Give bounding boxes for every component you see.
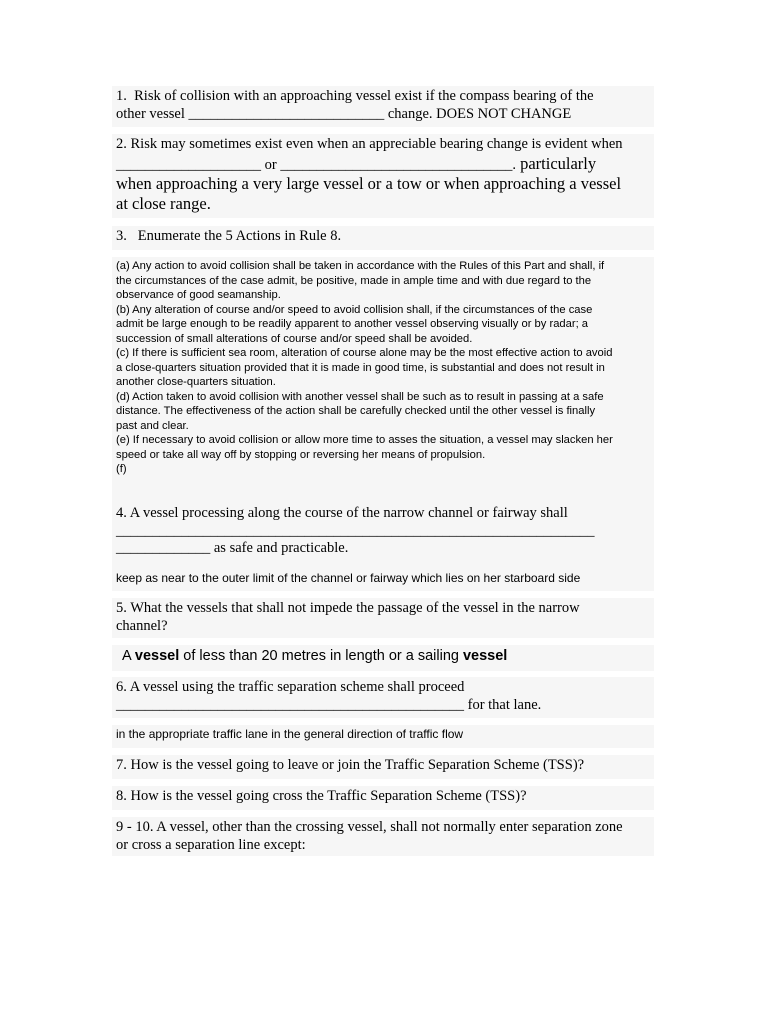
answer-line: (d) Action taken to avoid collision with another vessel shall be such as to result in passing at a safe	[116, 390, 604, 403]
question-3-text: 3. Enumerate the 5 Actions in Rule 8.	[116, 228, 342, 244]
question-2-line-2	[112, 154, 654, 175]
answer-line: (f)	[116, 463, 127, 475]
question-4-line-1: 4. A vessel processing along the course of the narrow channel or fairway shall	[116, 505, 568, 521]
question-2-line-1: 2. Risk may sometimes exist even when an appreciable bearing change is evident when	[116, 136, 623, 152]
question-3-answers	[112, 257, 654, 477]
answer-line: another close-quarters situation.	[116, 376, 276, 388]
answer-part: of less than 20 metres in length or a sailing	[179, 648, 463, 664]
question-1-line-1: 1. Risk of collision with an approaching vessel exist if the compass bearing of the	[116, 88, 594, 104]
question-2-blanks: ____________________ or ________________________________.	[116, 156, 516, 173]
question-4-answer	[112, 569, 654, 591]
question-8-text: 8. How is the vessel going cross the Traffic Separation Scheme (TSS)?	[116, 788, 527, 804]
question-9-10-line-1: 9 - 10. A vessel, other than the crossing vessel, shall not normally enter separation zone	[116, 819, 623, 835]
question-5-line-2: channel?	[116, 617, 168, 634]
answer-line: (e) If necessary to avoid collision or allow more time to asses the situation, a vessel may slacken her	[116, 434, 613, 446]
question-5-answer	[112, 645, 654, 671]
question-5-answer-text	[112, 647, 654, 665]
answer-line: admit be large enough to be readily apparent to another vessel observing visually or by radar; a	[116, 318, 589, 330]
question-4-line-2: __________________________________________________________________	[116, 522, 595, 539]
question-6-answer	[112, 725, 654, 748]
answer-line: (c) If there is sufficient sea room, alteration of course alone may be the most effective action to avoid	[116, 347, 613, 359]
question-6-answer-text: in the appropriate traffic lane in the general direction of traffic flow	[116, 727, 464, 741]
question-8	[112, 786, 654, 810]
question-9-10	[112, 817, 654, 856]
answer-line: succession of small alterations of course and/or speed shall be avoided.	[116, 332, 473, 345]
answer-line: speed or take all way off by stopping or reversing her means of propulsion.	[116, 448, 486, 461]
question-1	[112, 86, 654, 127]
question-7-text: 7. How is the vessel going to leave or join the Traffic Separation Scheme (TSS)?	[116, 757, 585, 773]
answer-line: the circumstances of the case admit, be positive, made in ample time and with due regard to the	[116, 274, 592, 287]
question-6-line-2: ________________________________________________ for that lane.	[116, 696, 542, 713]
answer-line: past and clear.	[116, 419, 189, 432]
question-2	[112, 134, 654, 218]
answer-line: observance of good seamanship.	[116, 289, 281, 301]
answer-line: a close-quarters situation provided that it is made in good time, is substantial and does not result in	[116, 361, 605, 374]
question-3	[112, 226, 654, 250]
question-1-line-2: other vessel ___________________________ change. DOES NOT CHANGE	[116, 105, 572, 122]
question-2-line-4: at close range.	[116, 194, 211, 213]
answer-part: A	[122, 648, 135, 664]
answer-bold: vessel	[462, 648, 508, 664]
answer-line: (a) Any action to avoid collision shall be taken in accordance with the Rules of this Part and shall, if	[116, 260, 605, 272]
question-7	[112, 755, 654, 779]
answer-bold: vessel	[134, 648, 180, 664]
answer-line: distance. The effectiveness of the action shall be carefully checked until the other vessel is finally	[116, 405, 596, 417]
question-9-10-line-2: or cross a separation line except:	[116, 836, 306, 853]
question-4-answer-text: keep as near to the outer limit of the channel or fairway which lies on her starboard side	[116, 571, 581, 585]
question-4-line-3: _____________ as safe and practicable.	[116, 540, 349, 556]
question-6	[112, 677, 654, 718]
question-5-line-1: 5. What the vessels that shall not impede the passage of the vessel in the narrow	[116, 600, 580, 616]
question-2-particularly: particularly	[515, 153, 597, 173]
question-5	[112, 598, 654, 638]
question-2-line-3: when approaching a very large vessel or a tow or when approaching a vessel	[116, 174, 622, 193]
answer-line: (b) Any alteration of course and/or speed to avoid collision shall, if the circumstances of the case	[116, 303, 593, 316]
question-6-line-1: 6. A vessel using the traffic separation scheme shall proceed	[116, 679, 465, 695]
